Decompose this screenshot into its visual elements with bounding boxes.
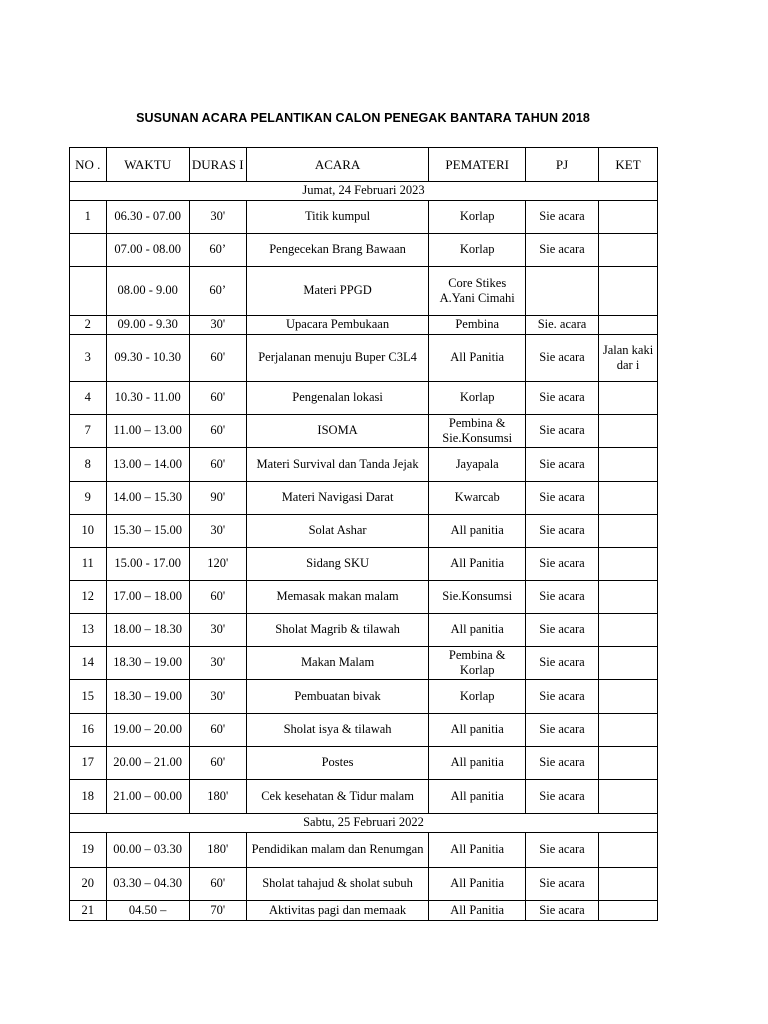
cell-ket (599, 515, 658, 548)
cell-durasi: 60' (189, 415, 246, 448)
cell-pemateri: Pembina (429, 316, 525, 335)
cell-waktu: 10.30 - 11.00 (106, 382, 189, 415)
cell-waktu: 15.00 - 17.00 (106, 548, 189, 581)
cell-waktu: 06.30 - 07.00 (106, 201, 189, 234)
cell-no: 11 (70, 548, 107, 581)
header-row (70, 148, 658, 182)
cell-no: 13 (70, 614, 107, 647)
cell-pemateri: Kwarcab (429, 482, 525, 515)
cell-waktu: 18.30 – 19.00 (106, 647, 189, 680)
cell-pemateri: Jayapala (429, 448, 525, 482)
cell-no: 9 (70, 482, 107, 515)
cell-pemateri: Pembina & Korlap (429, 647, 525, 680)
cell-no: 1 (70, 201, 107, 234)
cell-pj: Sie acara (525, 647, 598, 680)
cell-durasi: 60' (189, 382, 246, 415)
cell-waktu: 09.00 - 9.30 (106, 316, 189, 335)
cell-durasi: 60’ (189, 234, 246, 267)
cell-ket (599, 647, 658, 680)
cell-ket (599, 382, 658, 415)
cell-pemateri: All Panitia (429, 548, 525, 581)
table-row (70, 335, 658, 382)
schedule-table (69, 147, 658, 921)
table-row (70, 316, 658, 335)
cell-durasi: 180' (189, 833, 246, 868)
header-ket: KET (599, 148, 658, 182)
cell-acara: Sholat isya & tilawah (246, 714, 429, 747)
table-row (70, 234, 658, 267)
cell-waktu: 04.50 – (106, 901, 189, 921)
cell-no: 20 (70, 868, 107, 901)
header-acara: ACARA (246, 148, 429, 182)
table-row (70, 548, 658, 581)
cell-pemateri: All panitia (429, 714, 525, 747)
cell-pemateri: All Panitia (429, 833, 525, 868)
cell-pj: Sie acara (525, 780, 598, 814)
table-row (70, 581, 658, 614)
cell-pj: Sie acara (525, 382, 598, 415)
table-row (70, 868, 658, 901)
cell-durasi: 30' (189, 201, 246, 234)
cell-acara: ISOMA (246, 415, 429, 448)
header-no: NO . (70, 148, 107, 182)
cell-acara: Pendidikan malam dan Renumgan (246, 833, 429, 868)
cell-acara: Sholat tahajud & sholat subuh (246, 868, 429, 901)
cell-pemateri: Core Stikes A.Yani Cimahi (429, 267, 525, 316)
cell-no: 21 (70, 901, 107, 921)
cell-no: 8 (70, 448, 107, 482)
cell-pj (525, 267, 598, 316)
cell-pemateri: All Panitia (429, 868, 525, 901)
cell-pj: Sie acara (525, 747, 598, 780)
cell-no: 18 (70, 780, 107, 814)
cell-no (70, 267, 107, 316)
cell-pemateri: Korlap (429, 201, 525, 234)
cell-ket (599, 581, 658, 614)
cell-durasi: 60' (189, 335, 246, 382)
cell-ket (599, 780, 658, 814)
cell-no: 10 (70, 515, 107, 548)
cell-no: 14 (70, 647, 107, 680)
cell-acara: Solat Ashar (246, 515, 429, 548)
day-row (70, 182, 658, 201)
cell-waktu: 08.00 - 9.00 (106, 267, 189, 316)
cell-acara: Upacara Pembukaan (246, 316, 429, 335)
cell-ket (599, 316, 658, 335)
cell-waktu: 17.00 – 18.00 (106, 581, 189, 614)
cell-ket (599, 482, 658, 515)
cell-waktu: 11.00 – 13.00 (106, 415, 189, 448)
header-pemateri: PEMATERI (429, 148, 525, 182)
cell-waktu: 03.30 – 04.30 (106, 868, 189, 901)
cell-waktu: 07.00 - 08.00 (106, 234, 189, 267)
cell-no: 4 (70, 382, 107, 415)
header-pj: PJ (525, 148, 598, 182)
cell-waktu: 18.00 – 18.30 (106, 614, 189, 647)
cell-ket (599, 614, 658, 647)
cell-pemateri: Korlap (429, 382, 525, 415)
cell-no: 19 (70, 833, 107, 868)
document-title-text: SUSUNAN ACARA PELANTIKAN CALON PENEGAK BANTARA TAHUN 2018 (136, 111, 590, 125)
cell-ket (599, 680, 658, 714)
cell-waktu: 20.00 – 21.00 (106, 747, 189, 780)
cell-waktu: 21.00 – 00.00 (106, 780, 189, 814)
cell-pj: Sie acara (525, 614, 598, 647)
cell-ket (599, 448, 658, 482)
cell-acara: Perjalanan menuju Buper C3L4 (246, 335, 429, 382)
cell-no: 15 (70, 680, 107, 714)
cell-durasi: 60' (189, 868, 246, 901)
day-label: Jumat, 24 Februari 2023 (70, 182, 658, 201)
table-row (70, 448, 658, 482)
cell-pemateri: Pembina & Sie.Konsumsi (429, 415, 525, 448)
cell-durasi: 60' (189, 448, 246, 482)
table-row (70, 833, 658, 868)
cell-ket (599, 833, 658, 868)
cell-no: 12 (70, 581, 107, 614)
cell-acara: Sholat Magrib & tilawah (246, 614, 429, 647)
cell-no: 2 (70, 316, 107, 335)
cell-pj: Sie acara (525, 448, 598, 482)
cell-waktu: 13.00 – 14.00 (106, 448, 189, 482)
cell-no: 17 (70, 747, 107, 780)
cell-durasi: 70' (189, 901, 246, 921)
cell-acara: Memasak makan malam (246, 581, 429, 614)
cell-acara: Materi PPGD (246, 267, 429, 316)
cell-acara: Aktivitas pagi dan memaak (246, 901, 429, 921)
cell-waktu: 19.00 – 20.00 (106, 714, 189, 747)
cell-no: 3 (70, 335, 107, 382)
cell-pj: Sie acara (525, 548, 598, 581)
day-row (70, 814, 658, 833)
table-row (70, 382, 658, 415)
cell-waktu: 14.00 – 15.30 (106, 482, 189, 515)
cell-no (70, 234, 107, 267)
table-row (70, 515, 658, 548)
cell-acara: Pengenalan lokasi (246, 382, 429, 415)
cell-waktu: 00.00 – 03.30 (106, 833, 189, 868)
cell-pj: Sie acara (525, 515, 598, 548)
cell-pj: Sie acara (525, 201, 598, 234)
cell-pemateri: Sie.Konsumsi (429, 581, 525, 614)
cell-ket: Jalan kaki dar i (599, 335, 658, 382)
cell-acara: Materi Survival dan Tanda Jejak (246, 448, 429, 482)
cell-acara: Pengecekan Brang Bawaan (246, 234, 429, 267)
cell-acara: Makan Malam (246, 647, 429, 680)
cell-durasi: 60' (189, 714, 246, 747)
cell-waktu: 18.30 – 19.00 (106, 680, 189, 714)
cell-pemateri: All Panitia (429, 901, 525, 921)
cell-no: 7 (70, 415, 107, 448)
cell-waktu: 15.30 – 15.00 (106, 515, 189, 548)
cell-ket (599, 234, 658, 267)
table-row (70, 647, 658, 680)
cell-ket (599, 415, 658, 448)
cell-pemateri: All panitia (429, 614, 525, 647)
table-row (70, 747, 658, 780)
cell-pemateri: All Panitia (429, 335, 525, 382)
header-waktu: WAKTU (106, 148, 189, 182)
day-label: Sabtu, 25 Februari 2022 (70, 814, 658, 833)
cell-durasi: 90' (189, 482, 246, 515)
cell-pemateri: All panitia (429, 747, 525, 780)
cell-durasi: 30' (189, 614, 246, 647)
cell-acara: Pembuatan bivak (246, 680, 429, 714)
cell-durasi: 30' (189, 316, 246, 335)
header-durasi: DURAS I (189, 148, 246, 182)
cell-pj: Sie acara (525, 833, 598, 868)
table-row (70, 780, 658, 814)
cell-acara: Cek kesehatan & Tidur malam (246, 780, 429, 814)
cell-durasi: 60’ (189, 267, 246, 316)
cell-durasi: 30' (189, 647, 246, 680)
table-row (70, 482, 658, 515)
cell-pj: Sie acara (525, 335, 598, 382)
cell-pj: Sie acara (525, 714, 598, 747)
cell-ket (599, 747, 658, 780)
table-row (70, 680, 658, 714)
cell-no: 16 (70, 714, 107, 747)
cell-ket (599, 267, 658, 316)
cell-waktu: 09.30 - 10.30 (106, 335, 189, 382)
cell-pj: Sie acara (525, 581, 598, 614)
cell-acara: Materi Navigasi Darat (246, 482, 429, 515)
cell-pj: Sie acara (525, 901, 598, 921)
table-row (70, 901, 658, 921)
cell-ket (599, 201, 658, 234)
cell-pj: Sie. acara (525, 316, 598, 335)
cell-pemateri: Korlap (429, 680, 525, 714)
cell-pemateri: All panitia (429, 780, 525, 814)
cell-pj: Sie acara (525, 868, 598, 901)
cell-acara: Titik kumpul (246, 201, 429, 234)
cell-durasi: 180' (189, 780, 246, 814)
cell-pemateri: Korlap (429, 234, 525, 267)
cell-pj: Sie acara (525, 415, 598, 448)
table-row (70, 201, 658, 234)
cell-acara: Sidang SKU (246, 548, 429, 581)
cell-durasi: 60' (189, 747, 246, 780)
cell-pemateri: All panitia (429, 515, 525, 548)
cell-ket (599, 548, 658, 581)
cell-durasi: 60' (189, 581, 246, 614)
cell-durasi: 30' (189, 515, 246, 548)
cell-ket (599, 868, 658, 901)
table-row (70, 614, 658, 647)
cell-ket (599, 714, 658, 747)
cell-pj: Sie acara (525, 234, 598, 267)
table-row (70, 415, 658, 448)
cell-durasi: 30' (189, 680, 246, 714)
cell-ket (599, 901, 658, 921)
cell-acara: Postes (246, 747, 429, 780)
cell-durasi: 120' (189, 548, 246, 581)
cell-pj: Sie acara (525, 482, 598, 515)
table-row (70, 714, 658, 747)
cell-pj: Sie acara (525, 680, 598, 714)
table-row (70, 267, 658, 316)
document-title (0, 111, 726, 125)
